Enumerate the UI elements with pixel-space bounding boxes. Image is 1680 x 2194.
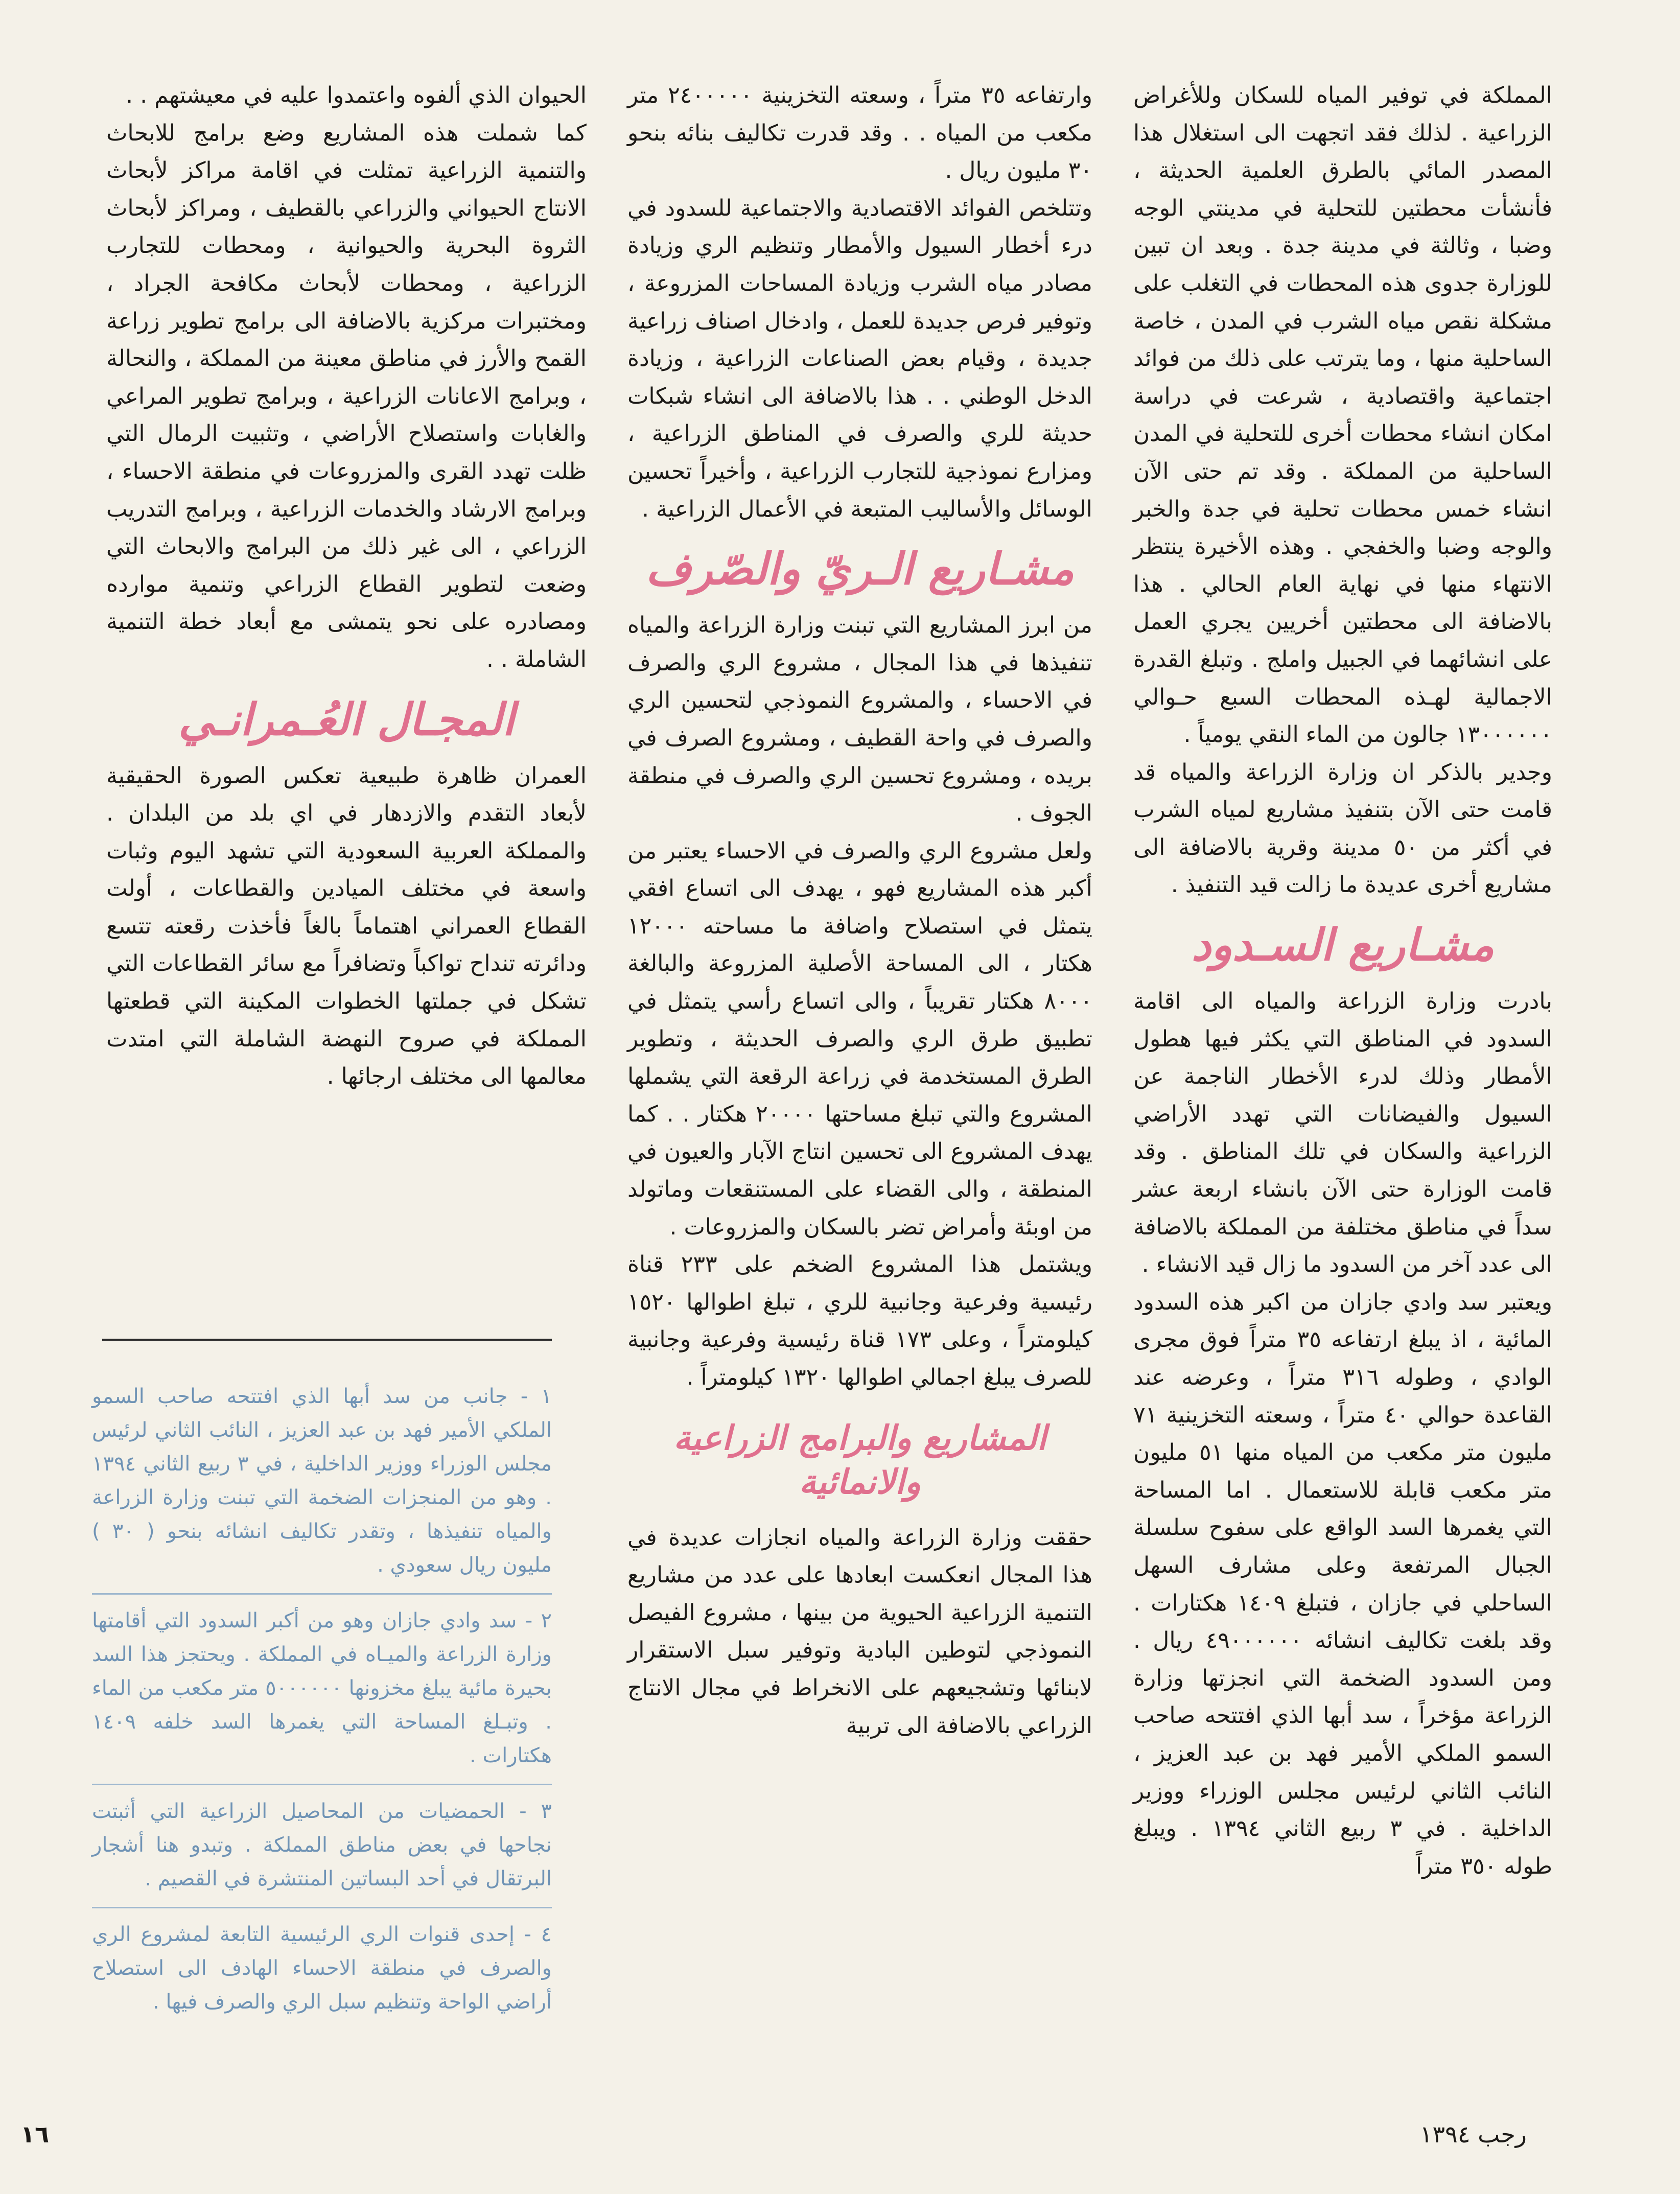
caption-1: ١ - جانب من سد أبها الذي افتتحه صاحب السمو الملكي الأمير فهد بن عبد العزيز ، النائب الثاني لرئيس مجلس الوزراء ووزير الداخلية ، في ٣ ربيع الثاني ١٣٩٤ . وهو من المنجزات الضخمة التي تبنت وزارة الزراعة والمياه تنفيذها ، وتقدر تكاليف انشائه بنحو ( ٣٠ ) مليون ريال سعودي .: [92, 1380, 552, 1595]
section-heading-programs: المشاريع والبرامج الزراعية والانمائية: [673, 1417, 1046, 1502]
caption-3: ٣ - الحمضيات من المحاصيل الزراعية التي أثبتت نجاحها في بعض مناطق المملكة . وتبدو هنا أشجار البرتقال في أحد البساتين المنتشرة في القصيم .: [92, 1794, 552, 1908]
paragraph: كما شملت هذه المشاريع وضع برامج للابحاث والتنمية الزراعية تمثلت في اقامة مراكز لأبحاث الانتاج الحيواني والزراعي بالقطيف ، ومراكز لأبحاث الثروة البحرية والحيوانية ، ومحطات للتجارب الزراعية ، ومحطات لأبحاث مكافحة الجراد ، ومختبرات مركزية بالاضافة الى برامج تطوير زراعة القمح والأرز في مناطق معينة من المملكة ، والنحالة ، وبرامج الاعانات الزراعية ، وبرامج تطوير المراعي والغابات واستصلاح الأراضي ، وتثبيت الرمال التي ظلت تهدد القرى والمزروعات في منطقة الاحساء ، وبرامج الارشاد والخدمات الزراعية ، وبرامج التدريب الزراعي ، الى غير ذلك من البرامج والابحاث التي وضعت لتطوير القطاع الزراعي وتنمية موارده ومصادره على نحو يتمشى مع أبعاد خطة التنمية الشاملة . .: [106, 120, 587, 672]
paragraph: بادرت وزارة الزراعة والمياه الى اقامة السدود في المناطق التي يكثر فيها هطول الأمطار وذلك لدرء الأخطار الناجمة عن السيول والفيضانات التي تهدد الأراضي الزراعية والسكان في تلك المناطق . وقد قامت الوزارة حتى الآن بانشاء اربعة عشر سداً في مناطق مختلفة من المملكة بالاضافة الى عدد آخر من السدود ما زال قيد الانشاء .: [1133, 988, 1552, 1278]
section-heading-irrigation: مشـاريع الـريّ والصّرف: [645, 543, 1075, 595]
column-middle: [627, 77, 1092, 1744]
column-left: [106, 77, 587, 1095]
paragraph: وجدير بالذكر ان وزارة الزراعة والمياه قد قامت حتى الآن بتنفيذ مشاريع لمياه الشرب في أكثر من ٥٠ مدينة وقرية بالاضافة الى مشاريع أخرى عديدة ما زالت قيد التنفيذ .: [1133, 759, 1552, 898]
paragraph: ويعتبر سد وادي جازان من اكبر هذه السدود المائية ، اذ يبلغ ارتفاعه ٣٥ متراً فوق مجرى الوادي ، وطوله ٣١٦ متراً ، وعرضه عند القاعدة حوالي ٤٠ متراً ، وسعته التخزينية ٧١ مليون متر مكعب من المياه منها ٥١ مليون متر مكعب قابلة للاستعمال . اما المساحة التي يغمرها السد الواقع على سفوح سلسلة الجبال المرتفعة وعلى مشارف السهل الساحلي في جازان ، فتبلغ ١٤٠٩ هكتارات . وقد بلغت تكاليف انشائه ٤٩٠٠٠٠٠٠ ريال . ومن السدود الضخمة التي انجزتها وزارة الزراعة مؤخراً ، سد أبها الذي افتتحه صاحب السمو الملكي الأمير فهد بن عبد العزيز ، النائب الثاني لرئيس مجلس الوزراء ووزير الداخلية . في ٣ ربيع الثاني ١٣٩٤ . ويبلغ طوله ٣٥٠ متراً: [1133, 1289, 1553, 1879]
photo-captions: [92, 1380, 552, 2039]
section-heading-dams: مشـاريع السـدود: [1191, 919, 1495, 971]
caption-4: ٤ - إحدى قنوات الري الرئيسية التابعة لمشروع الري والصرف في منطقة الاحساء الهادف الى استصلاح أراضي الواحة وتنظيم سبل الري والصرف فيها .: [92, 1923, 552, 2014]
paragraph: وتتلخص الفوائد الاقتصادية والاجتماعية للسدود في درء أخطار السيول والأمطار وتنظيم الري وزيادة مصادر مياه الشرب وزيادة المساحات المزروعة ، وتوفير فرص جديدة للعمل ، وادخال اصناف زراعية جديدة ، وقيام بعض الصناعات الزراعية ، وزيادة الدخل الوطني . . هذا بالاضافة الى انشاء شبكات حديثة للري والصرف في المناطق الزراعية ، ومزارع نموذجية للتجارب الزراعية ، وأخيراً تحسين الوسائل والأساليب المتبعة في الأعمال الزراعية .: [627, 195, 1092, 522]
caption-2: ٢ - سد وادي جازان وهو من أكبر السدود التي أقامتها وزارة الزراعة والميـاه في المملكة . ويحتجز هذا السد بحيرة مائية يبلغ مخزونها ٥٠٠٠٠٠٠ متر مكعب من الماء . وتبـلغ المساحة التي يغمرها السد خلفه ١٤٠٩ هكتارات .: [92, 1604, 552, 1785]
paragraph: وارتفاعه ٣٥ متراً ، وسعته التخزينية ٢٤٠٠٠٠٠ متر مكعب من المياه . . وقد قدرت تكاليف بنائه بنحو ٣٠ مليون ريال .: [627, 82, 1092, 184]
page-number: ١٦: [20, 2120, 50, 2148]
paragraph: الحيوان الذي ألفوه واعتمدوا عليه في معيشتهم . .: [126, 82, 587, 108]
section-heading-urban: المجـال العُـمرانـي: [178, 693, 515, 745]
paragraph: حققت وزارة الزراعة والمياه انجازات عديدة في هذا المجال انعكست ابعادها على عدد من مشاريع التنمية الزراعية الحيوية من بينها ، مشروع الفيصل النموذجي لتوطين البادية وتوفير سبل الاستقرار لابنائها وتشجيعهم على الانخراط في مجال الانتاج الزراعي بالاضافة الى تربية: [627, 1524, 1092, 1739]
paragraph: ولعل مشروع الري والصرف في الاحساء يعتبر من أكبر هذه المشاريع فهو ، يهدف الى اتساع افقي يتمثل في استصلاح واضافة ما مساحته ١٢٠٠٠ هكتار ، الى المساحة الأصلية المزروعة والبالغة ٨٠٠٠ هكتار تقريباً ، والى اتساع رأسي يتمثل في تطبيق طرق الري والصرف الحديثة ، وتطوير الطرق المستخدمة في زراعة الرقعة التي يشملها المشروع والتي تبلغ مساحتها ٢٠٠٠٠ هكتار . . كما يهدف المشروع الى تحسين انتاج الآبار والعيون في المنطقة ، والى القضاء على المستنقعات وماتولد من اوبئة وأمراض تضر بالسكان والمزروعات .: [627, 837, 1092, 1240]
paragraph: المملكة في توفير المياه للسكان وللأغراض الزراعية . لذلك فقد اتجهت الى استغلال هذا المصدر المائي بالطرق العلمية الحديثة ، فأنشأت محطتين للتحلية في مدينتي الوجه وضبا ، وثالثة في مدينة جدة . وبعد ان تبين للوزارة جدوى هذه المحطات في التغلب على مشكلة نقص مياه الشرب في المدن ، خاصة الساحلية منها ، وما يترتب على ذلك من فوائد اجتماعية واقتصادية ، شرعت في دراسة امكان انشاء محطات أخرى للتحلية في المدن الساحلية من المملكة . وقد تم حتى الآن انشاء خمس محطات تحلية في جدة والخبر والوجه وضبا والخفجي . وهذه الأخيرة ينتظر الانتهاء منها في نهاية العام الحالي . هذا بالاضافة الى محطتين أخريين يجري العمل على انشائهما في الجبيل واملج . وتبلغ القدرة الاجمالية لهـذه المحطات السبع حـوالي ١٣٠٠٠٠٠٠ جالون من الماء النقي يومياً .: [1133, 82, 1552, 748]
column-right: [1133, 77, 1552, 1885]
paragraph: ويشتمل هذا المشروع الضخم على ٢٣٣ قناة رئيسية وفرعية وجانبية للري ، تبلغ اطوالها ١٥٢٠ كيلومتراً ، وعلى ١٧٣ قناة رئيسية وفرعية وجانبية للصرف يبلغ اجمالي اطوالها ١٣٢٠ كيلومتراً .: [627, 1251, 1092, 1390]
issue-date: رجب ١٣٩٤: [1419, 2120, 1527, 2148]
paragraph: العمران ظاهرة طبيعية تعكس الصورة الحقيقية لأبعاد التقدم والازدهار في اي بلد من البلدان . والمملكة العربية السعودية التي تشهد اليوم وثبات واسعة في مختلف الميادين والقطاعات ، أولت القطاع العمراني اهتماماً بالغاً فأخذت رقعته تتسع ودائرته تنداح تواكباً وتضافراً مع سائر القطاعات التي تشكل في جملتها الخطوات المكينة التي قطعتها المملكة في صروح النهضة الشاملة التي امتدت معالمها الى مختلف ارجائها .: [106, 762, 587, 1090]
paragraph: من ابرز المشاريع التي تبنت وزارة الزراعة والمياه تنفيذها في هذا المجال ، مشروع الري والصرف في الاحساء ، والمشروع النموذجي لتحسين الري والصرف في واحة القطيف ، ومشروع الصرف في بريده ، ومشروع تحسين الري والصرف في منطقة الجوف .: [627, 612, 1092, 827]
notes-divider: [102, 1339, 552, 1341]
